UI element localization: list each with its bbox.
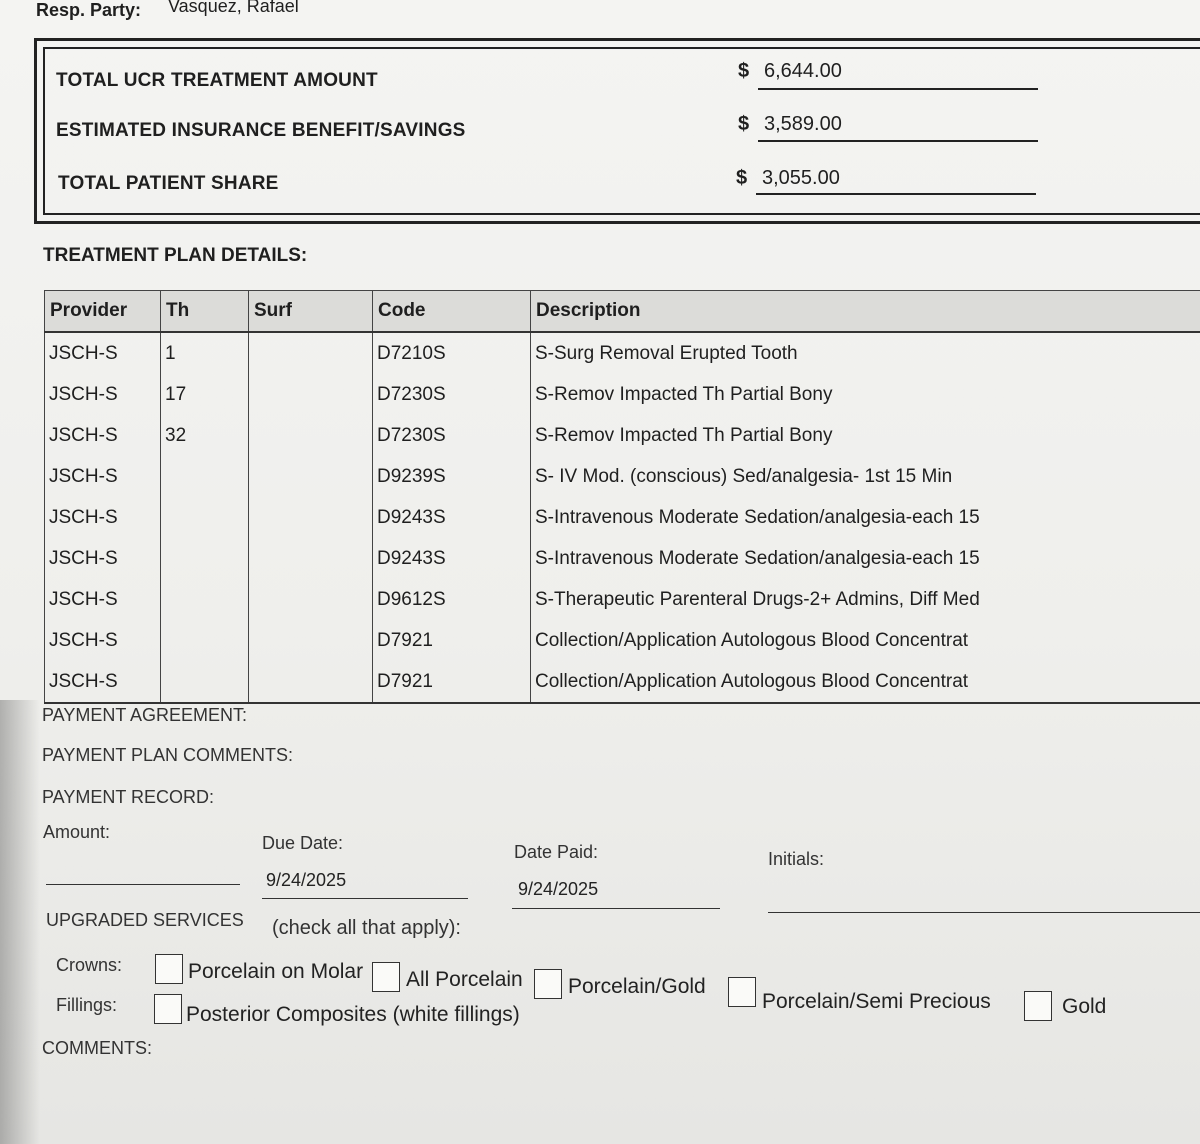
cell-th: [161, 579, 249, 620]
cell-th: [161, 538, 249, 579]
cell-th: 1: [161, 332, 249, 374]
cell-description: S-Remov Impacted Th Partial Bony: [535, 383, 833, 405]
crown-porcelain-molar-label: Porcelain on Molar: [188, 960, 364, 983]
table-row: [45, 332, 1200, 374]
cell-code: D9243S: [373, 497, 531, 538]
cell-code: D9612S: [373, 579, 531, 620]
patient-share-currency: $: [736, 167, 748, 189]
patient-share-amount: 3,055.00: [762, 167, 840, 189]
cell-code: D9243S: [373, 538, 531, 579]
cell-provider: JSCH-S: [45, 497, 161, 538]
col-header-description: Description: [531, 291, 1200, 333]
crown-porcelain-semi-precious-label: Porcelain/Semi Precious: [762, 990, 991, 1013]
due-date-underline: [262, 898, 468, 899]
date-paid-value[interactable]: 9/24/2025: [518, 879, 599, 899]
table-row: [45, 661, 1200, 703]
table-row: [45, 374, 1200, 415]
cell-surf: [249, 456, 373, 497]
payment-agreement-label: PAYMENT AGREEMENT:: [42, 705, 248, 725]
upgraded-services-title: UPGRADED SERVICES: [46, 910, 244, 930]
cell-surf: [249, 620, 373, 661]
crown-gold-label: Gold: [1062, 995, 1107, 1018]
check-all-instruction: (check all that apply):: [272, 917, 461, 939]
initials-label: Initials:: [768, 849, 825, 869]
cell-provider: JSCH-S: [45, 415, 161, 456]
date-paid-underline: [512, 908, 720, 909]
treatment-plan-table: [44, 290, 1200, 704]
cell-provider: JSCH-S: [45, 538, 161, 579]
filling-posterior-composites-label: Posterior Composites (white fillings): [186, 1003, 520, 1026]
cell-surf: [249, 332, 373, 374]
total-ucr-label: TOTAL UCR TREATMENT AMOUNT: [56, 70, 378, 91]
fillings-label: Fillings:: [56, 995, 118, 1015]
crown-porcelain-gold-label: Porcelain/Gold: [568, 975, 706, 998]
total-ucr-currency: $: [738, 60, 750, 82]
cell-description: S-Remov Impacted Th Partial Bony: [535, 424, 833, 446]
comments-label: COMMENTS:: [42, 1038, 152, 1058]
resp-party-value: Vasquez, Rafael: [168, 0, 299, 16]
cell-provider: JSCH-S: [45, 620, 161, 661]
photo-shadow: [0, 700, 40, 1144]
col-header-surf: Surf: [249, 291, 373, 333]
col-header-code: Code: [373, 291, 531, 333]
col-header-th: Th: [161, 291, 249, 333]
cell-th: 17: [161, 374, 249, 415]
patient-share-label: TOTAL PATIENT SHARE: [58, 173, 279, 194]
resp-party-label: Resp. Party:: [36, 0, 142, 20]
table-row: [45, 456, 1200, 497]
crown-porcelain-molar-checkbox[interactable]: [155, 954, 183, 984]
table-row: [45, 538, 1200, 579]
cell-provider: JSCH-S: [45, 579, 161, 620]
cell-provider: JSCH-S: [45, 661, 161, 703]
cell-description: S-Intravenous Moderate Sedation/analgesia-each 15: [535, 547, 980, 569]
cell-code: D7921: [373, 661, 531, 703]
amount-label: Amount:: [43, 822, 111, 842]
crown-all-porcelain-label: All Porcelain: [406, 968, 523, 991]
due-date-label: Due Date:: [262, 833, 344, 853]
cell-provider: JSCH-S: [45, 456, 161, 497]
crown-all-porcelain-checkbox[interactable]: [372, 962, 400, 992]
amount-underline: [46, 884, 240, 885]
col-header-provider: Provider: [45, 291, 161, 333]
cell-surf: [249, 538, 373, 579]
total-ucr-amount: 6,644.00: [764, 60, 842, 82]
initials-underline: [768, 912, 1200, 913]
crown-gold-checkbox[interactable]: [1024, 991, 1052, 1021]
date-paid-label: Date Paid:: [514, 842, 599, 862]
cell-code: D9239S: [373, 456, 531, 497]
cell-surf: [249, 661, 373, 703]
cell-code: D7230S: [373, 415, 531, 456]
cell-provider: JSCH-S: [45, 332, 161, 374]
table-row: [45, 620, 1200, 661]
cell-description: S-Intravenous Moderate Sedation/analgesia-each 15: [535, 506, 980, 528]
cell-th: 32: [161, 415, 249, 456]
cell-th: [161, 497, 249, 538]
cell-code: D7210S: [373, 332, 531, 374]
cell-provider: JSCH-S: [45, 374, 161, 415]
treatment-plan-title: TREATMENT PLAN DETAILS:: [43, 245, 308, 266]
insurance-benefit-label: ESTIMATED INSURANCE BENEFIT/SAVINGS: [56, 120, 466, 141]
cell-surf: [249, 374, 373, 415]
payment-plan-comments-label: PAYMENT PLAN COMMENTS:: [42, 745, 294, 765]
crown-porcelain-gold-checkbox[interactable]: [534, 969, 562, 999]
filling-posterior-composites-checkbox[interactable]: [154, 994, 182, 1024]
total-ucr-underline: [758, 88, 1038, 90]
patient-share-underline: [756, 193, 1036, 195]
cell-description: S-Therapeutic Parenteral Drugs-2+ Admins, Diff Med: [535, 588, 980, 610]
table-row: [45, 415, 1200, 456]
insurance-benefit-underline: [758, 140, 1038, 142]
cell-surf: [249, 579, 373, 620]
cell-code: D7230S: [373, 374, 531, 415]
cell-description: S- IV Mod. (conscious) Sed/analgesia- 1st 15 Min: [535, 465, 953, 487]
cell-surf: [249, 497, 373, 538]
insurance-benefit-amount: 3,589.00: [764, 113, 842, 135]
cell-description: S-Surg Removal Erupted Tooth: [535, 342, 798, 364]
crowns-label: Crowns:: [56, 955, 123, 975]
table-row: [45, 579, 1200, 620]
cell-th: [161, 661, 249, 703]
insurance-benefit-currency: $: [738, 113, 750, 135]
due-date-value[interactable]: 9/24/2025: [266, 870, 347, 890]
cell-surf: [249, 415, 373, 456]
cell-th: [161, 620, 249, 661]
crown-porcelain-semi-precious-checkbox[interactable]: [728, 977, 756, 1007]
cell-code: D7921: [373, 620, 531, 661]
payment-record-label: PAYMENT RECORD:: [42, 787, 215, 807]
cell-description: Collection/Application Autologous Blood Concentrat: [535, 670, 969, 692]
table-row: [45, 497, 1200, 538]
cell-description: Collection/Application Autologous Blood Concentrat: [535, 629, 969, 651]
cell-th: [161, 456, 249, 497]
table-header-row: [45, 291, 1200, 333]
